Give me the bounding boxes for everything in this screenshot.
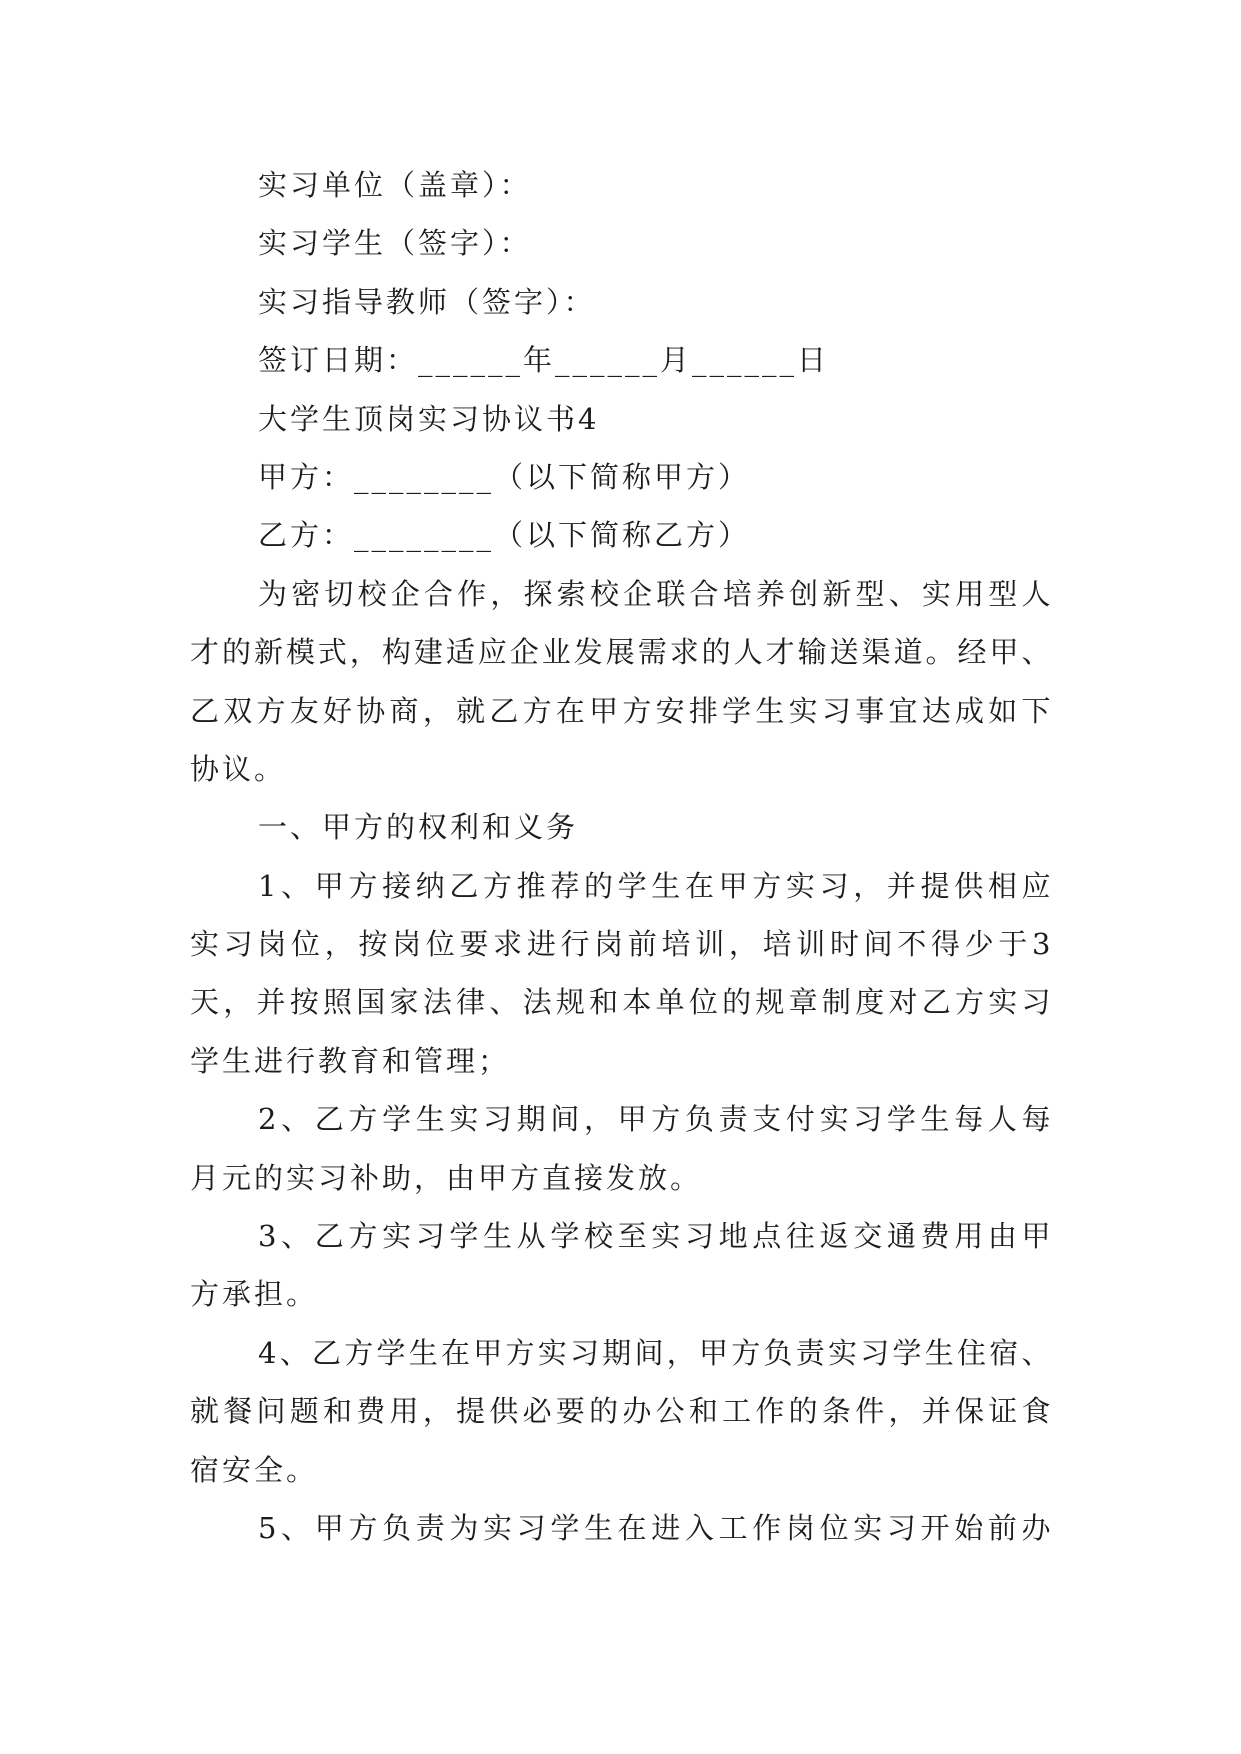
paragraph-line: 就餐问题和费用，提供必要的办公和工作的条件，并保证食 bbox=[190, 1394, 1051, 1429]
paragraph-line: 4、乙方学生在甲方实习期间，甲方负责实习学生住宿、 bbox=[258, 1335, 1051, 1370]
clause-3 bbox=[190, 1207, 1051, 1324]
section-heading: 一、甲方的权利和义务 bbox=[258, 810, 579, 845]
paragraph-line: 为密切校企合作，探索校企联合培养创新型、实用型人 bbox=[258, 576, 1051, 611]
paragraph-line: 月元的实习补助，由甲方直接发放。 bbox=[190, 1160, 703, 1195]
paragraph-line: 乙双方友好协商，就乙方在甲方安排学生实习事宜达成如下 bbox=[190, 693, 1051, 728]
paragraph-line: 实习岗位，按岗位要求进行岗前培训，培训时间不得少于3 bbox=[190, 927, 1051, 962]
paragraph-line: 学生进行教育和管理； bbox=[190, 1043, 511, 1078]
paragraph-line: 1、甲方接纳乙方推荐的学生在甲方实习，并提供相应 bbox=[258, 868, 1051, 903]
paragraph-line: 5、甲方负责为实习学生在进入工作岗位实习开始前办 bbox=[258, 1510, 1051, 1545]
signing-date-line: 签订日期：______年______月______日 bbox=[258, 343, 830, 378]
paragraph-line: 方承担。 bbox=[190, 1277, 319, 1312]
paragraph-line: 3、乙方实习学生从学校至实习地点往返交通费用由甲 bbox=[258, 1219, 1051, 1254]
preamble-paragraph bbox=[190, 565, 1051, 799]
paragraph-line: 天，并按照国家法律、法规和本单位的规章制度对乙方实习 bbox=[190, 985, 1051, 1020]
party-b-line: 乙方：________（以下简称乙方） bbox=[258, 518, 751, 553]
document-body bbox=[190, 156, 1051, 1557]
clause-5 bbox=[190, 1499, 1051, 1557]
paragraph-line: 才的新模式，构建适应企业发展需求的人才输送渠道。经甲、 bbox=[190, 635, 1051, 670]
agreement-title: 大学生顶岗实习协议书4 bbox=[258, 401, 600, 436]
clause-4 bbox=[190, 1324, 1051, 1499]
paragraph-line: 宿安全。 bbox=[190, 1452, 319, 1487]
signature-block bbox=[190, 156, 1051, 390]
paragraph-line: 2、乙方学生实习期间，甲方负责支付实习学生每人每 bbox=[258, 1102, 1051, 1137]
supervising-teacher-signature-line: 实习指导教师（签字）： bbox=[258, 284, 596, 319]
party-a-line: 甲方：________（以下简称甲方） bbox=[258, 459, 751, 494]
clause-2 bbox=[190, 1090, 1051, 1207]
paragraph-line: 协议。 bbox=[190, 751, 287, 786]
clause-1 bbox=[190, 857, 1051, 1091]
internship-unit-signature-line: 实习单位（盖章）： bbox=[258, 168, 532, 202]
intern-student-signature-line: 实习学生（签字）： bbox=[258, 226, 532, 261]
